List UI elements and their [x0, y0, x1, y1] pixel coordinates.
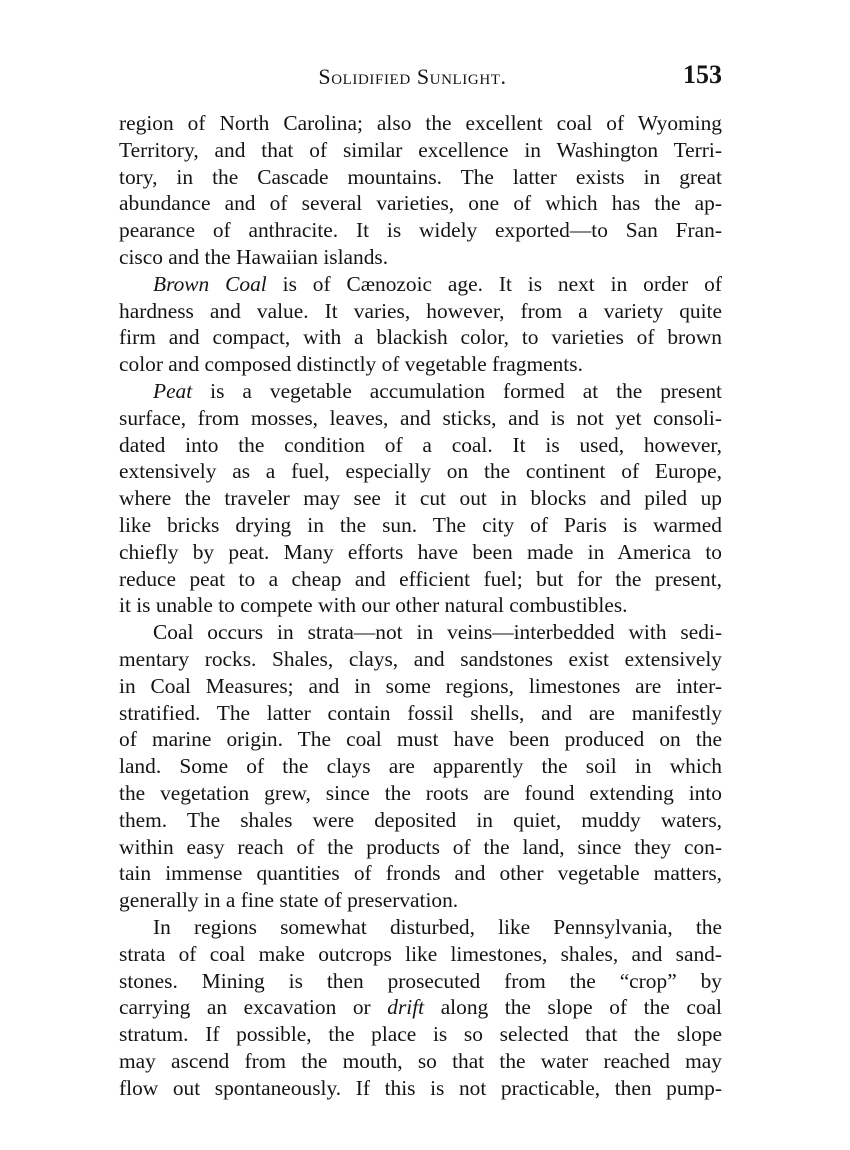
text-line	[119, 324, 722, 351]
text-line	[119, 860, 722, 887]
line-text: it is unable to compete with our other natural combustibles.	[119, 593, 628, 618]
text-line	[119, 164, 722, 191]
text-line	[119, 217, 722, 244]
line-text: reduce peat to a cheap and efficient fuel; but for the present,	[119, 566, 722, 591]
line-text: like bricks drying in the sun. The city of Paris is warmed	[119, 512, 722, 537]
text-line	[119, 539, 722, 566]
line-text: is of Cænozoic age. It is next in order of	[266, 271, 722, 296]
text-line	[119, 807, 722, 834]
line-text: stratum. If possible, the place is so selected that the slope	[119, 1022, 722, 1047]
line-text: the vegetation grew, since the roots are found extending into	[119, 780, 722, 805]
text-line	[119, 834, 722, 861]
text-line	[119, 378, 722, 405]
line-text: where the traveler may see it cut out in blocks and piled up	[119, 486, 722, 511]
page-header	[119, 58, 722, 98]
text-line	[119, 592, 722, 619]
text-line	[119, 110, 722, 137]
line-text: surface, from mosses, leaves, and sticks, and is not yet consoli-	[119, 405, 722, 430]
body-text	[119, 110, 722, 1101]
text-line	[119, 968, 722, 995]
line-text: abundance and of several varieties, one of which has the ap-	[119, 191, 722, 216]
italic-term: Brown Coal	[153, 271, 267, 296]
line-text: Territory, and that of similar excellence in Washington Terri-	[119, 137, 722, 162]
text-line	[119, 271, 722, 298]
text-line	[119, 137, 722, 164]
line-text: them. The shales were deposited in quiet, muddy waters,	[119, 807, 722, 832]
text-line	[119, 1075, 722, 1102]
italic-term: drift	[387, 995, 425, 1020]
text-line	[119, 512, 722, 539]
book-page	[119, 58, 722, 1101]
running-head: Solidified Sunlight.	[318, 64, 507, 89]
line-text: land. Some of the clays are apparently the soil in which	[119, 754, 722, 779]
line-text: of marine origin. The coal must have been produced on the	[119, 727, 722, 752]
line-text: may ascend from the mouth, so that the water reached may	[119, 1048, 722, 1073]
text-line	[119, 458, 722, 485]
text-line	[119, 726, 722, 753]
line-text: firm and compact, with a blackish color, to varieties of brown	[119, 325, 722, 350]
line-text: stratified. The latter contain fossil shells, and are manifestly	[119, 700, 722, 725]
text-line	[119, 914, 722, 941]
line-text: tain immense quantities of fronds and other vegetable matters,	[119, 861, 722, 886]
line-text: region of North Carolina; also the excellent coal of Wyoming	[119, 111, 722, 135]
line-text: In regions somewhat disturbed, like Pennsylvania, the	[153, 914, 722, 939]
line-text: color and composed distinctly of vegetable fragments.	[119, 352, 583, 377]
line-text: along the slope of the coal	[424, 995, 722, 1020]
text-line	[119, 780, 722, 807]
text-line	[119, 673, 722, 700]
text-line	[119, 619, 722, 646]
line-text: flow out spontaneously. If this is not practicable, then pump-	[119, 1075, 722, 1100]
line-text: carrying an excavation or	[119, 995, 388, 1020]
text-line	[119, 1021, 722, 1048]
text-line	[119, 887, 722, 914]
line-text: is a vegetable accumulation formed at the present	[192, 378, 722, 403]
text-line	[119, 646, 722, 673]
line-text: within easy reach of the products of the land, since they con-	[119, 834, 722, 859]
line-text: extensively as a fuel, especially on the continent of Europe,	[119, 459, 722, 484]
text-line	[119, 1048, 722, 1075]
line-text: cisco and the Hawaiian islands.	[119, 244, 389, 269]
text-line	[119, 244, 722, 271]
text-line	[119, 753, 722, 780]
line-text: generally in a fine state of preservation.	[119, 888, 459, 913]
line-text: hardness and value. It varies, however, from a variety quite	[119, 298, 722, 323]
line-text: mentary rocks. Shales, clays, and sandstones exist extensively	[119, 646, 722, 671]
text-line	[119, 700, 722, 727]
text-line	[119, 405, 722, 432]
text-line	[119, 941, 722, 968]
line-text: strata of coal make outcrops like limestones, shales, and sand-	[119, 941, 722, 966]
text-line	[119, 190, 722, 217]
text-line	[119, 298, 722, 325]
line-text: in Coal Measures; and in some regions, limestones are inter-	[119, 673, 722, 698]
line-text: tory, in the Cascade mountains. The latter exists in great	[119, 164, 722, 189]
line-text: stones. Mining is then prosecuted from the “crop” by	[119, 968, 722, 993]
italic-term: Peat	[153, 378, 193, 403]
page-number: 153	[683, 60, 722, 89]
text-line	[119, 994, 722, 1021]
line-text: dated into the condition of a coal. It is used, however,	[119, 432, 722, 457]
text-line	[119, 566, 722, 593]
text-line	[119, 485, 722, 512]
text-line	[119, 432, 722, 459]
line-text: chiefly by peat. Many efforts have been made in America to	[119, 539, 722, 564]
line-text: Coal occurs in strata—not in veins—interbedded with sedi-	[153, 620, 722, 645]
text-line	[119, 351, 722, 378]
line-text: pearance of anthracite. It is widely exported—to San Fran-	[119, 218, 722, 243]
